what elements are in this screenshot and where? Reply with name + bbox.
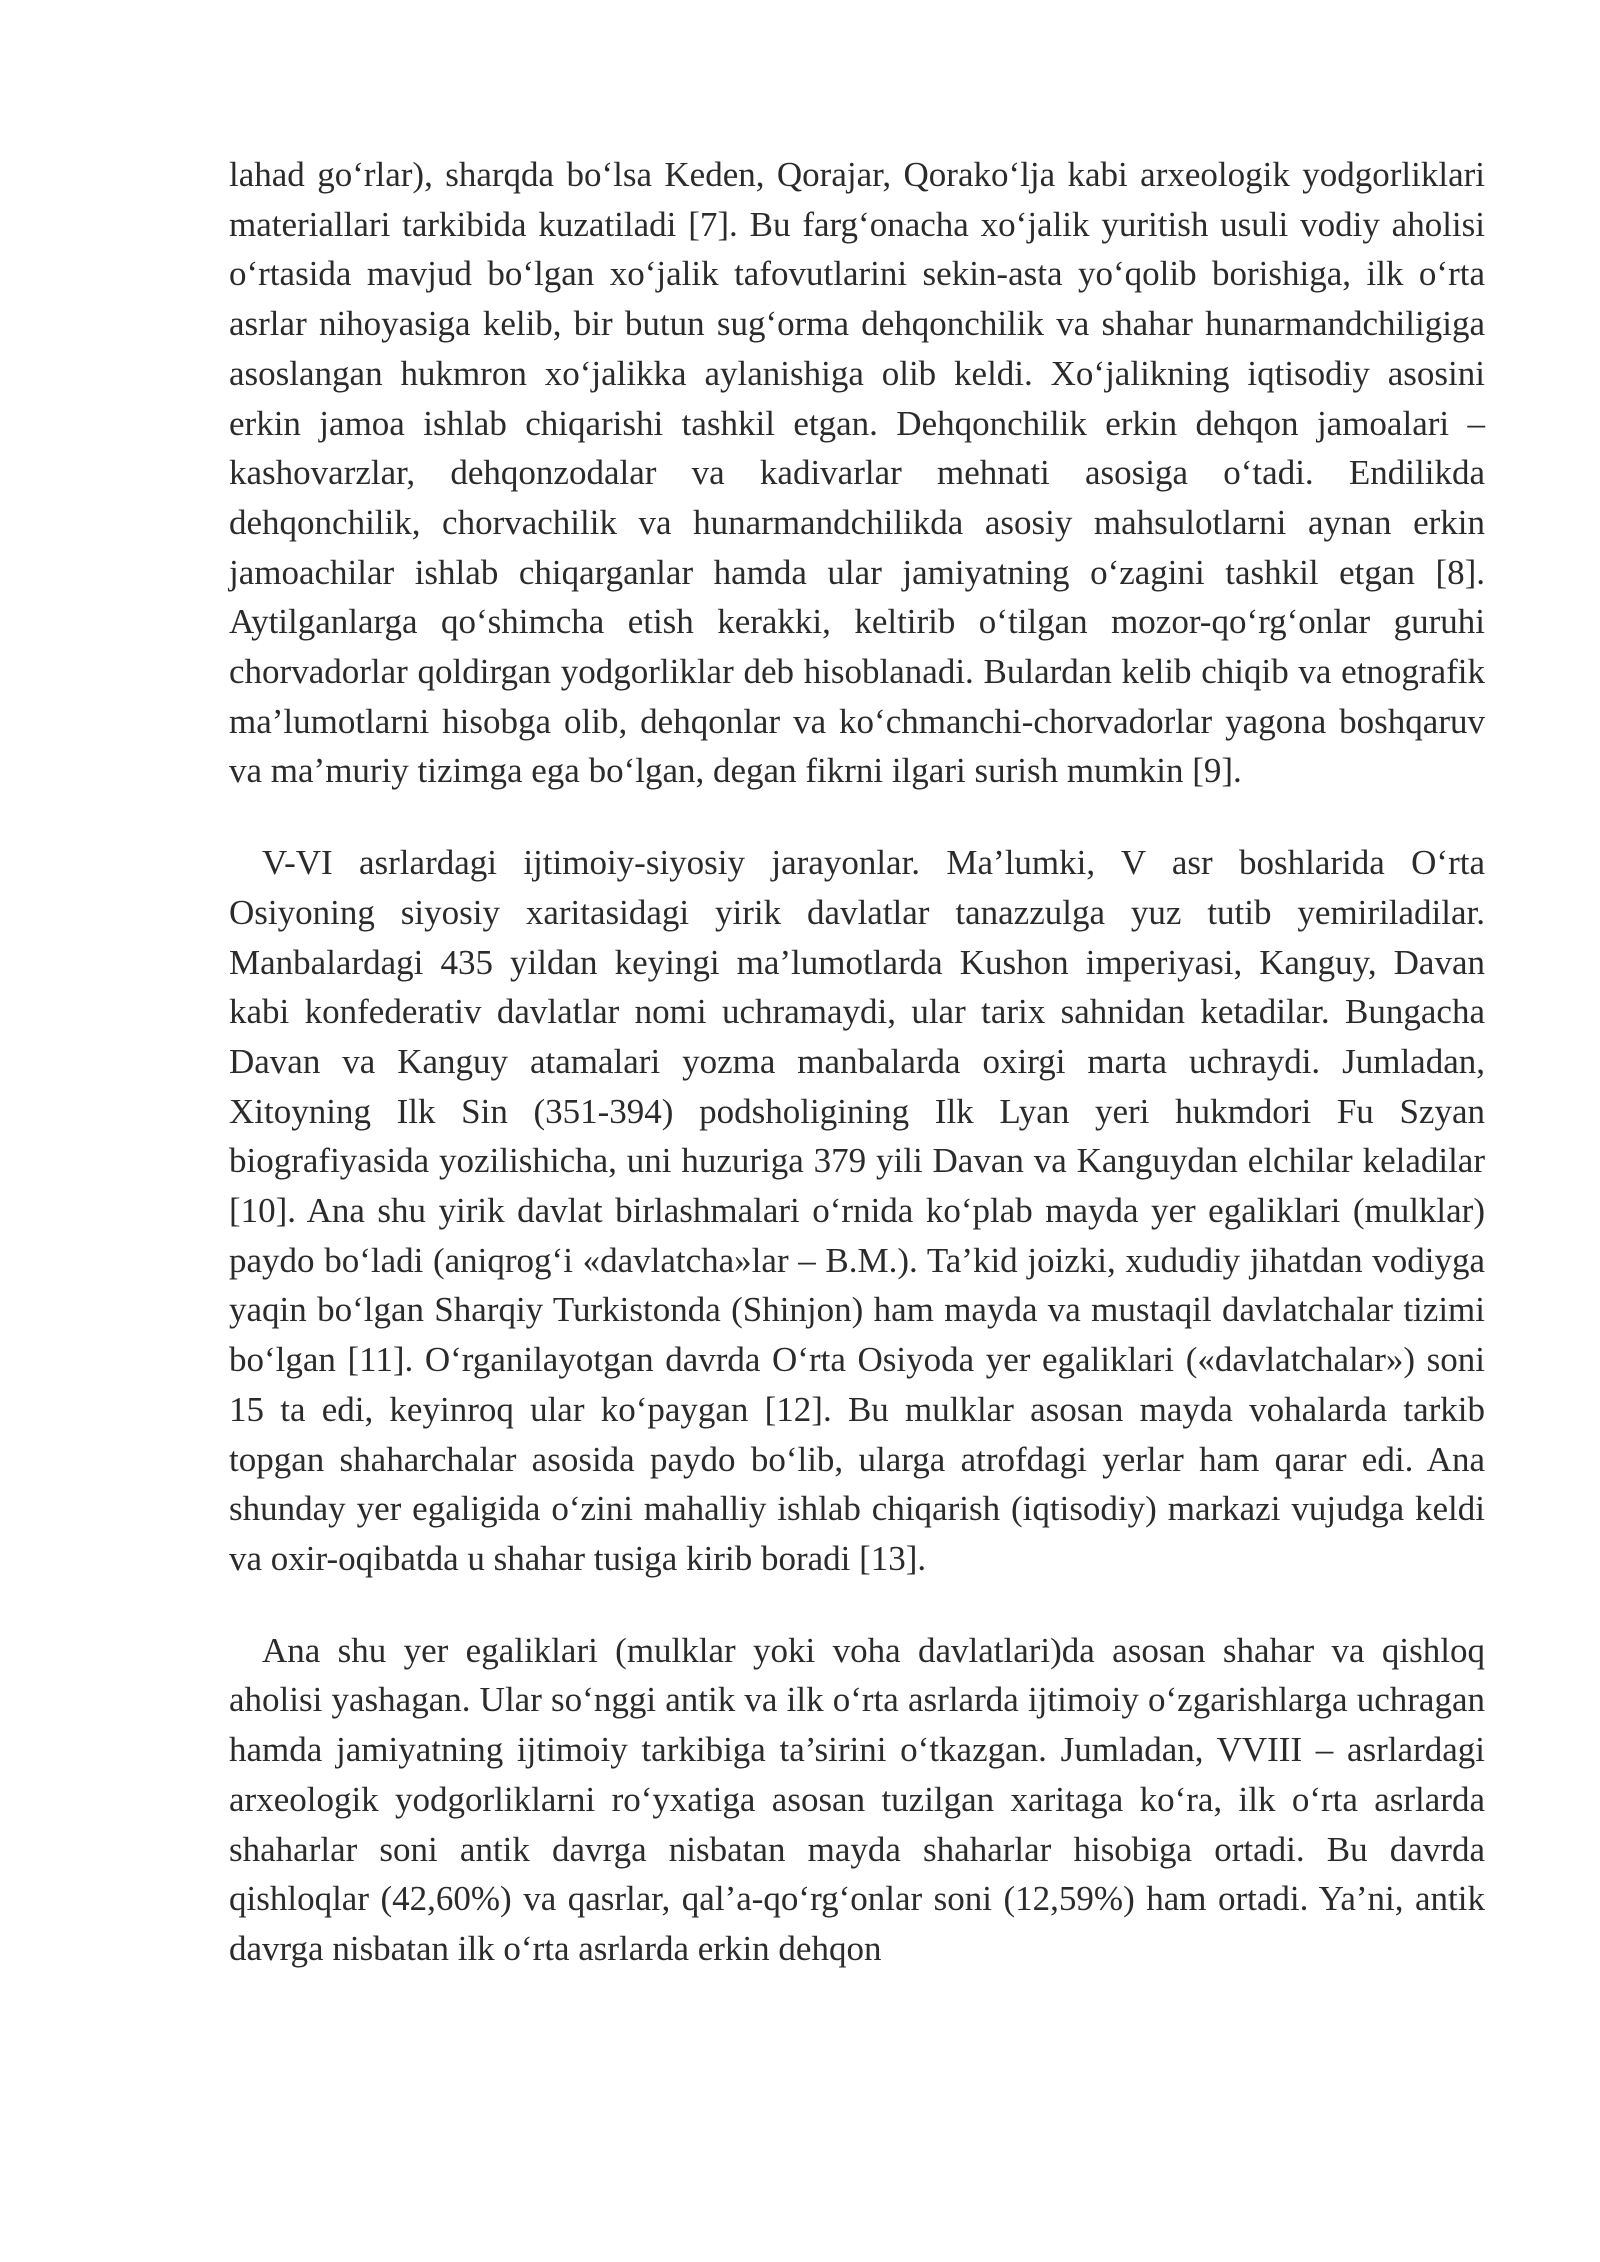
paragraph-land-holdings: Ana shu yer egaliklari (mulklar yoki voha davlatlari)da asosan shahar va qishloq aholisi yashagan. Ular so‘nggi antik va ilk o‘rta asrlarda ijtimoiy o‘zgarishlarga uchragan hamda jamiyatning ijtimoiy tarkibiga ta’sirini o‘tkazgan. Jumladan, VVIII – asrlardagi arxeologik yodgorliklarni ro‘yxatiga asosan tuzilgan xaritaga ko‘ra, ilk o‘rta asrlarda shaharlar soni antik davrga nisbatan mayda shaharlar hisobiga ortadi. Bu davrda qishloqlar (42,60%) va qasrlar, qal’a-qo‘rg‘onlar soni (12,59%) ham ortadi. Ya’ni, antik davrga nisbatan ilk o‘rta asrlarda erkin dehqon (229, 1630, 1485, 1968)
document-page (229, 150, 1485, 1974)
paragraph-socio-political: V-VI asrlardagi ijtimoiy-siyosiy jarayonlar. Ma’lumki, V asr boshlarida O‘rta Osiyoning siyosiy xaritasidagi yirik davlatlar tanazzulga yuz tutib yemiriladilar. Manbalardagi 435 yildan keyingi ma’lumotlarda Kushon imperiyasi, Kanguy, Davan kabi konfederativ davlatlar nomi uchramaydi, ular tarix sahnidan ketadilar. Bungacha Davan va Kanguy atamalari yozma manbalarda oxirgi marta uchraydi. Jumladan, Xitoyning Ilk Sin (351-394) podsholigining Ilk Lyan yeri hukmdori Fu Szyan biografiyasida yozilishicha, uni huzuriga 379 yili Davan va Kanguydan elchilar keladilar [10]. Ana shu yirik davlat birlashmalari o‘rnida ko‘plab mayda yer egaliklari (mulklar) paydo bo‘ladi (aniqrog‘i «davlatcha»lar – B.M.). Ta’kid joizki, xududiy jihatdan vodiyga yaqin bo‘lgan Sharqiy Turkistonda (Shinjon) ham mayda va mustaqil davlatchalar tizimi bo‘lgan [11]. O‘rganilayotgan davrda O‘rta Osiyoda yer egaliklari («davlatchalar») soni 15 ta edi, keyinroq ular ko‘paygan [12]. Bu mulklar asosan mayda vohalarda tarkib topgan shaharchalar asosida paydo bo‘lib, ularga atrofdagi yerlar ham qarar edi. Ana shunday yer egaligida o‘zini mahalliy ishlab chiqarish (iqtisodiy) markazi vujudga keldi va oxir-oqibatda u shahar tusiga kirib boradi [13]. (229, 843, 1485, 1578)
paragraph-continuation: lahad go‘rlar), sharqda bo‘lsa Keden, Qorajar, Qorako‘lja kabi arxeologik yodgorliklari materiallari tarkibida kuzatiladi [7]. Bu farg‘onacha xo‘jalik yuritish usuli vodiy aholisi o‘rtasida mavjud bo‘lgan xo‘jalik tafovutlarini sekin-asta yo‘qolib borishiga, ilk o‘rta asrlar nihoyasiga kelib, bir butun sug‘orma dehqonchilik va shahar hunarmandchiligiga asoslangan hukmron xo‘jalikka aylanishiga olib keldi. Xo‘jalikning iqtisodiy asosini erkin jamoa ishlab chiqarishi tashkil etgan. Dehqonchilik erkin dehqon jamoalari – kashovarzlar, dehqonzodalar va kadivarlar mehnati asosiga o‘tadi. Endilikda dehqonchilik, chorvachilik va hunarmandchilikda asosiy mahsulotlarni aynan erkin jamoachilar ishlab chiqarganlar hamda ular jamiyatning o‘zagini tashkil etgan [8]. Aytilganlarga qo‘shimcha etish kerakki, keltirib o‘tilgan mozor-qo‘rg‘onlar guruhi chorvadorlar qoldirgan yodgorliklar deb hisoblanadi. Bulardan kelib chiqib va etnografik ma’lumotlarni hisobga olib, dehqonlar va ko‘chmanchi-chorvadorlar yagona boshqaruv va ma’muriy tizimga ega bo‘lgan, degan fikrni ilgari surish mumkin [9]. (229, 155, 1485, 791)
